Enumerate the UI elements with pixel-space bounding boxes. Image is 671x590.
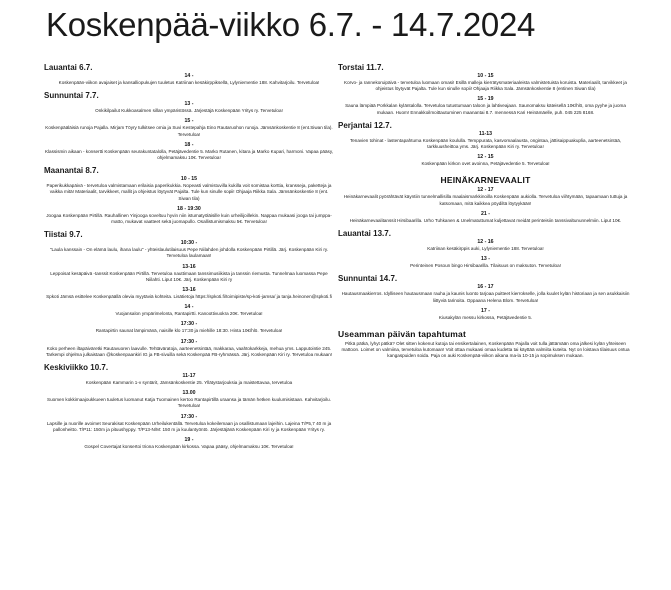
event-description: Klassismin aikaan - konsertti Koskenpään seurakuntatalolla, Petäjävedentie 5. Marko Rutanen, kitara ja Marko Kupari, harmoni. Vapaa pääsy, ohjelmamaksu 10€. Tervetuloa!	[44, 148, 334, 161]
event-time: 12 - 16	[477, 239, 494, 246]
day-heading: Lauantai 6.7.	[44, 63, 93, 72]
event-time: 13.00	[182, 390, 196, 397]
event-description: Lapsille ja nuorille avoimet Seurakisat Koskenpään Urheilukentällä. Tervetuloa kokeilemaan ja osallistumaan lajeihin. Lajeina T/P5,7 40 m ja pallonheitto. T/P11: 150m ja pituushyppy. T/P13-N/M: 150 m ja kuulantyöntö. Järjestäjänä Koskenpään Kiri ry ja Koskenpään Yritys ry.	[46, 420, 332, 432]
event-time: 17:30 -	[180, 338, 198, 345]
event-time: 16 - 17	[477, 284, 494, 291]
event-time: 14 -	[184, 73, 194, 79]
event-description: Kiusakylän messu kirkossa, Petäjävedentie 5.	[438, 314, 533, 320]
event-time: 11-13	[479, 130, 492, 137]
event-time: 21 -	[481, 210, 490, 217]
event-time: 15 -	[184, 118, 194, 125]
event-time: 12 - 17	[477, 187, 494, 194]
event-item	[338, 211, 633, 224]
day-heading: Keskiviikko 10.7.	[44, 363, 109, 373]
event-description: Hautausmaakierros. Idylliseen hautausmaan rauha ja kaunis luonto tarjoaa puitteet kierrokselle, jolla kuulet kylän historiaan ja sen asukkaisiin liittyviä tarinoita. Oppaana Helena Blom. Tervetuloa!	[341, 291, 630, 303]
event-item	[44, 437, 334, 450]
event-item	[44, 304, 334, 317]
event-item	[44, 73, 334, 86]
page-title: Koskenpää-viikko 6.7. - 14.7.2024	[46, 6, 536, 43]
event-time: 14 -	[184, 304, 194, 311]
event-description: Leppoisat kesäpäivä -tanssit Koskenpään Pirtillä. Tervetuloa nauttimaan tanssimusiikista ja tanssin riemusta. Tunnelmaa luomassa Pepe Niilahti. Liput 10€. Järj. Koskenpään Kiri ry	[50, 270, 328, 282]
left-column	[44, 63, 334, 454]
event-description: Koskenpääläisiä runoja Pajalla. Mirjam Töyry tulkitsee omia ja Suvi Kestepahja Eino Rautaruohon runoja. Jämsänkoskentie 8 (ent.Siwan tila). Tervetuloa!	[45, 125, 333, 137]
event-item	[44, 101, 334, 114]
event-time: 13-16	[182, 263, 196, 270]
day-heading: Sunnuntai 14.7.	[338, 274, 398, 284]
event-item	[44, 118, 334, 137]
event-item	[338, 341, 633, 360]
event-item	[44, 390, 334, 409]
event-item	[338, 187, 633, 206]
event-time: 13-16	[182, 287, 196, 294]
event-description: Joogaa Koskenpään Pirtillä. Rauhallinen Yinjooga soveltuu hyvin niin istumatyöläisille kuin urheilijoillekin. Nappaa mukaasi jooga tai jumppa- matto, mukavat vaatteet sekä juomapullo. Osallistumismaksu 5€. Tervetuloa!	[46, 212, 332, 225]
right-column	[338, 63, 633, 364]
day-heading: Tiistai 9.7.	[44, 230, 83, 240]
event-item	[338, 96, 633, 115]
event-description: Heinäkarnevaalitanssit Hirsibaarilla. Urho Tuhkanen & Unelmatuttumat kuljettavat meidät perinteisiin tanssivaltununnelmiin. Liput 10€.	[349, 217, 622, 223]
event-time: 13 -	[184, 101, 194, 108]
event-time: 19 -	[184, 437, 194, 444]
event-description: Koskenpään kirkon ovet avoinna, Petäjävedentie 5. Tervetuloa!	[421, 161, 550, 167]
event-description: Paperikukkapäivä - tervetuloa valmistamaan erilaisia paperikukkia. Nopeasti valmistuvilla kukilla voit somistaa korttia, kransseja, paketteja ja vaikka mitä! Materiaalit, tarvikkeet, mallit ja ohjeistus löytyvät Pajalta. Tule kun sinulle sopii! Ohjaaja Riikka Sala. Jämsänkoskentie 8 (ent. Siwan tila)	[46, 183, 332, 201]
event-item	[44, 339, 334, 358]
event-time: 15 - 19	[477, 96, 494, 103]
day-heading: Lauantai 13.7.	[338, 229, 391, 239]
event-item	[44, 264, 334, 283]
event-description: Vuojansalon ympärimelonta, Rantapirtti. Kanoottivuokra 20€. Tervetuloa!	[115, 311, 263, 317]
event-time: 10 - 15	[180, 176, 198, 183]
event-description: Heinäkarnevaalit pyörähtävät käyntiin tunnelmallisilla maalaismarkkinoilla Koskenpään aukiolla. Tervetuloa viihtymään, tapaamaan tuttuja ja katsomaan, mitä kaikkea pöydiltä löytyykään!	[343, 194, 628, 206]
event-time: 17:30 -	[180, 413, 198, 420]
event-time: 12 - 15	[477, 154, 494, 161]
event-description: Perinteinen Posoun bingo Hirsibaarilla. Tilaisuus on maksuton. Tervetuloa!	[410, 263, 561, 269]
event-item	[44, 414, 334, 433]
event-time: 17:30 -	[180, 321, 198, 328]
event-item	[44, 321, 334, 334]
event-description: "Laula kanssain - On elämä laulu, ihana laulu" - yhteislaulutilaisuus Pepe Niilahden johdolla Koskenpään Pirtillä. Järj. Koskenpään Kiri ry. Tervetuloa laulamaan!	[49, 247, 329, 259]
event-description: Gospel Covertajat konsertoi triona Koskenpään kirkossa. Vapaa pääsy, ohjelmamaksu 10€. Tervetuloa!	[84, 444, 294, 450]
event-time: 11-17	[182, 373, 196, 380]
event-item	[44, 287, 334, 300]
event-item	[338, 154, 633, 167]
event-item	[338, 284, 633, 303]
event-time: 13 -	[481, 256, 490, 263]
day-heading: Torstai 11.7.	[338, 63, 384, 72]
event-description: Spkoti Jämsä esittelee Koskenpäällä olevia myytäviä kohteita. Lisätietoja https://spkoti.fi/toimipiste/sp-koti-jamsa/ ja tanja.heinonen@spkoti.fi	[46, 294, 332, 300]
day-heading: Perjantai 12.7.	[338, 120, 392, 130]
event-description: Tenavien tohinat - lastentapahtuma Koskenpään koululla. Temppurata, kasvomaalausta, ongintaa, jättisaippuakuplia, aarteenetsintää, tarkkuusheittoa yms. Järj. Koskenpään Kiri ry. Tervetuloa!	[349, 137, 622, 150]
event-description: Suomen kokkimaajoukkueen tuuletus luomanut Katja Tuomainen kertoo Rantapirtillä uraansa ja tämän hetken kuulumisistaan. Kahvitarjoilu. Tervetuloa!	[47, 397, 331, 409]
event-item	[338, 239, 633, 252]
event-item	[44, 240, 334, 259]
event-item	[44, 176, 334, 202]
event-description: Korvo- ja rannekoruipäivä - tervetuloa luomaan omasi! Esillä malleja kierrätysmateriaaleista valmistetuista koruista. Materiaalit, tarvikkeet ja ohjeistus löytyvät Pajalta. Tule kun sinulle sopii! Ohjaaja Riikka Sala. Jämsänkoskentie 8 (entinen Siwan tila)	[344, 80, 627, 92]
day-heading: Maanantai 8.7.	[44, 166, 99, 176]
event-description: Katriinan kesäkirppis auki, Lylyniementie 188. Tervetuloa!	[427, 246, 544, 252]
event-item	[44, 142, 334, 161]
day-heading: Sunnuntai 7.7.	[44, 91, 99, 101]
event-time: 18 -	[184, 141, 194, 148]
event-description: Onkikilpailut Kukkoasalmen sillan ympäristössä. Järjestäjä Koskenpään Yritys ry. Tervetuloa!	[95, 108, 283, 114]
event-time: 10 - 15	[477, 73, 494, 79]
event-time: 18 - 19:30	[177, 205, 201, 212]
event-description: Rantapirtin saunat lämpimänä, naisille klo 17:30 ja miehille 18:30. Hinta 10€/hlö. Tervetuloa!	[95, 328, 283, 334]
event-item	[338, 131, 633, 150]
event-description: Koskenpään Kammarin 1-v syntärit, Jämsänkoskentie 25. Yllätystarjouksia ja maistettavaa, tervetuloa	[85, 380, 293, 386]
event-description: Pitkä pätkä, lyhyt pätkä? Olet sitten kokenut kutoja tai ensikertalainen, Koskenpään Pajalla voit tulla jättämään oma jälkesi kylän yhteiseen mattoon. Loimet on valmiina, tervetuloa kutomaan! Voit ottaa mukaasi omaa kudetta tai käyttää valmiita kuteita. Nyt on loistava tilaisuus ontua kangaspuiden soida. Paja on auki Koskenpää-viikon aikana ma-la 10-15 ja sopimuksen mukaan.	[341, 341, 630, 359]
event-time: 10:30 -	[180, 240, 198, 247]
event-description: Sauna lämpiää Porkkalan kyläntalolla. Tervetuloa tutustumaan taloon ja lahtiveajaan. Saunomaksu käteisellä 10€/hlö, oma pyyhe ja juoma mukaan. Huom! Ennakkoilmoittautuminen maanantai 8.7. mennessä Kari Heinämäelle, puh. 045 225 8168.	[345, 103, 626, 115]
event-description: Koko perheen iltapäiväretki Rautavuoren laavulle. Tehtäväratoja, aarteenetsintää, makkaraa, vaahtokarkkeja, mehua yms. Lapputointie 245. Tarkempi ohjelma julkaistaan @koskenpaankiri IG ja FB-sivuilla sekä Koskenpää FB-ryhmässä. Järj. Koskenpään Kiri ry. Tervetuloa mukaan!	[45, 345, 333, 357]
section-heading: Useamman päivän tapahtumat	[338, 329, 467, 340]
event-item	[44, 373, 334, 386]
event-time: 17 -	[481, 307, 490, 314]
event-item	[338, 256, 633, 269]
section-heading: HEINÄKARNEVAALIT	[440, 175, 531, 186]
event-description: Koskenpään-viikon avajaiset ja kansalliopukujen tuuletus Katriinan kesäkirppiksellä, Lylyniementie 188. Kahvitarjoilu. Tervetuloa!	[58, 80, 320, 85]
event-item	[338, 308, 633, 321]
event-item	[44, 206, 334, 225]
event-item	[338, 73, 633, 92]
